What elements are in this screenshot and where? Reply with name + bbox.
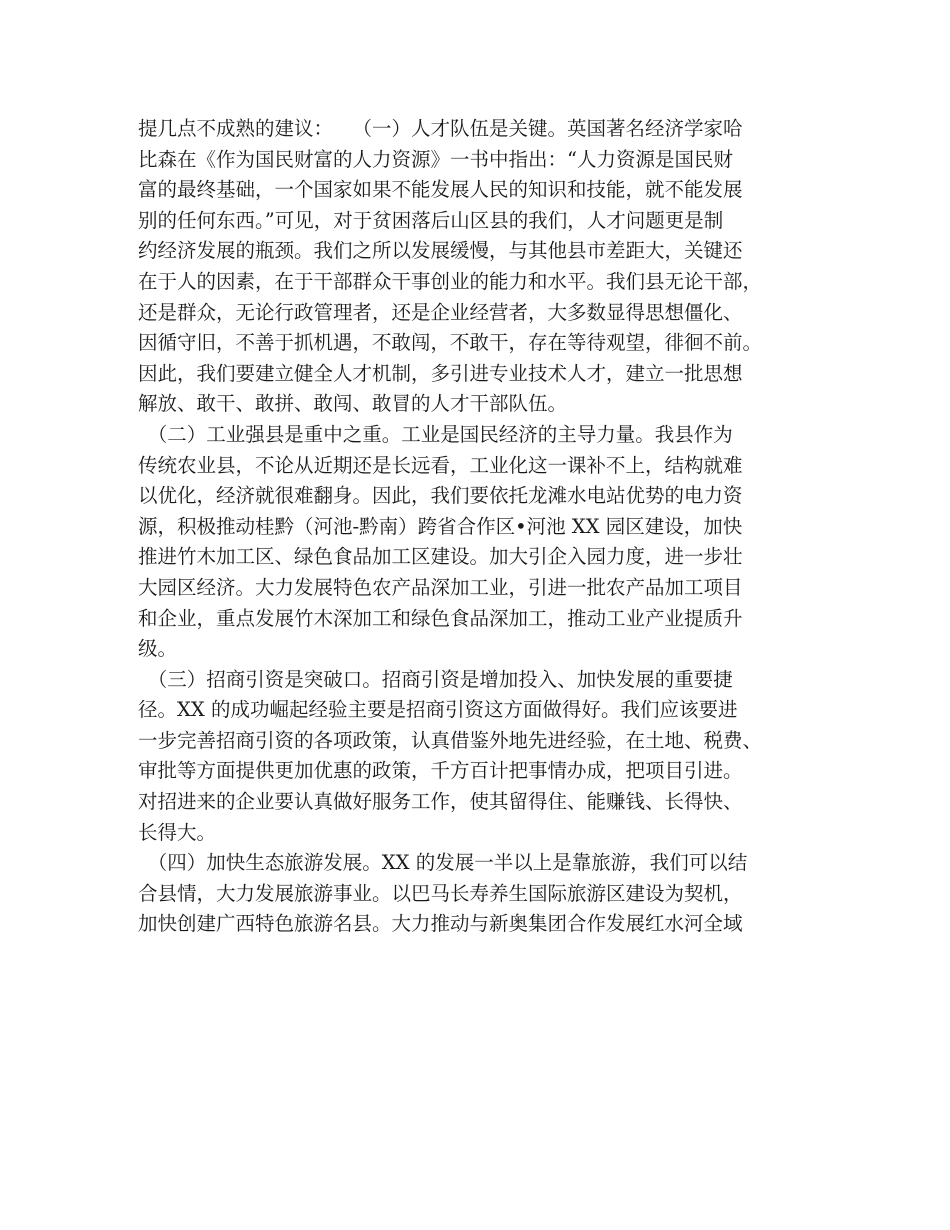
text-line: 以优化，经济就很难翻身。因此，我们要依托龙滩水电站优势的电力资 [138,484,743,508]
text-line: 和企业，重点发展竹木深加工和绿色食品深加工，推动工业产业提质升 [138,606,743,630]
text-line: 一步完善招商引资的各项政策，认真借鉴外地先进经验，在土地、税费、 [138,728,763,752]
text-line: 因循守旧，不善于抓机遇，不敢闯，不敢干，存在等待观望，徘徊不前。 [138,331,763,355]
text-line: 别的任何东西。”可见，对于贫困落后山区县的我们，人才问题更是制 [138,208,724,232]
text-line: 源，积极推动桂黔（河池-黔南）跨省合作区•河池 XX 园区建设，加快 [138,514,743,538]
text-line: 在于人的因素，在于干部群众干事创业的能力和水平。我们县无论干部， [138,269,763,293]
text-line: 解放、敢干、敢拼、敢闯、敢冒的人才干部队伍。 [138,392,568,416]
text-line: （四）加快生态旅游发展。XX 的发展一半以上是靠旅游，我们可以结 [138,851,748,875]
document-body [138,114,828,940]
text-line: 审批等方面提供更加优惠的政策，千方百计把事情办成，把项目引进。 [138,759,743,783]
text-line: 对招进来的企业要认真做好服务工作，使其留得住、能赚钱、长得快、 [138,790,743,814]
text-line: 加快创建广西特色旅游名县。大力推动与新奥集团合作发展红水河全域 [138,912,743,936]
text-line: 径。XX 的成功崛起经验主要是招商引资这方面做得好。我们应该要进 [138,698,738,722]
text-line: 还是群众，无论行政管理者，还是企业经营者，大多数显得思想僵化、 [138,300,743,324]
text-line: 推进竹木加工区、绿色食品加工区建设。加大引企入园力度，进一步壮 [138,545,743,569]
text-line: 长得大。 [138,820,217,844]
text-line: （三）招商引资是突破口。招商引资是增加投入、加快发展的重要捷 [138,667,733,691]
text-line: 级。 [138,637,178,661]
text-line: 约经济发展的瓶颈。我们之所以发展缓慢，与其他县市差距大，关键还 [138,239,743,263]
text-line: 比森在《作为国民财富的人力资源》一书中指出：“人力资源是国民财 [138,147,733,171]
text-line: （二）工业强县是重中之重。工业是国民经济的主导力量。我县作为 [138,422,733,446]
text-line: 因此，我们要建立健全人才机制，多引进专业技术人才，建立一批思想 [138,361,743,385]
text-line: 合县情，大力发展旅游事业。以巴马长寿养生国际旅游区建设为契机， [138,881,743,905]
text-line: 提几点不成熟的建议： （一）人才队伍是关键。英国著名经济学家哈 [138,117,743,140]
text-line: 富的最终基础，一个国家如果不能发展人民的知识和技能，就不能发展 [138,178,743,202]
text-line: 传统农业县，不论从近期还是长远看，工业化这一课补不上，结构就难 [138,453,743,477]
text-line: 大园区经济。大力发展特色农产品深加工业，引进一批农产品加工项目 [138,575,743,599]
